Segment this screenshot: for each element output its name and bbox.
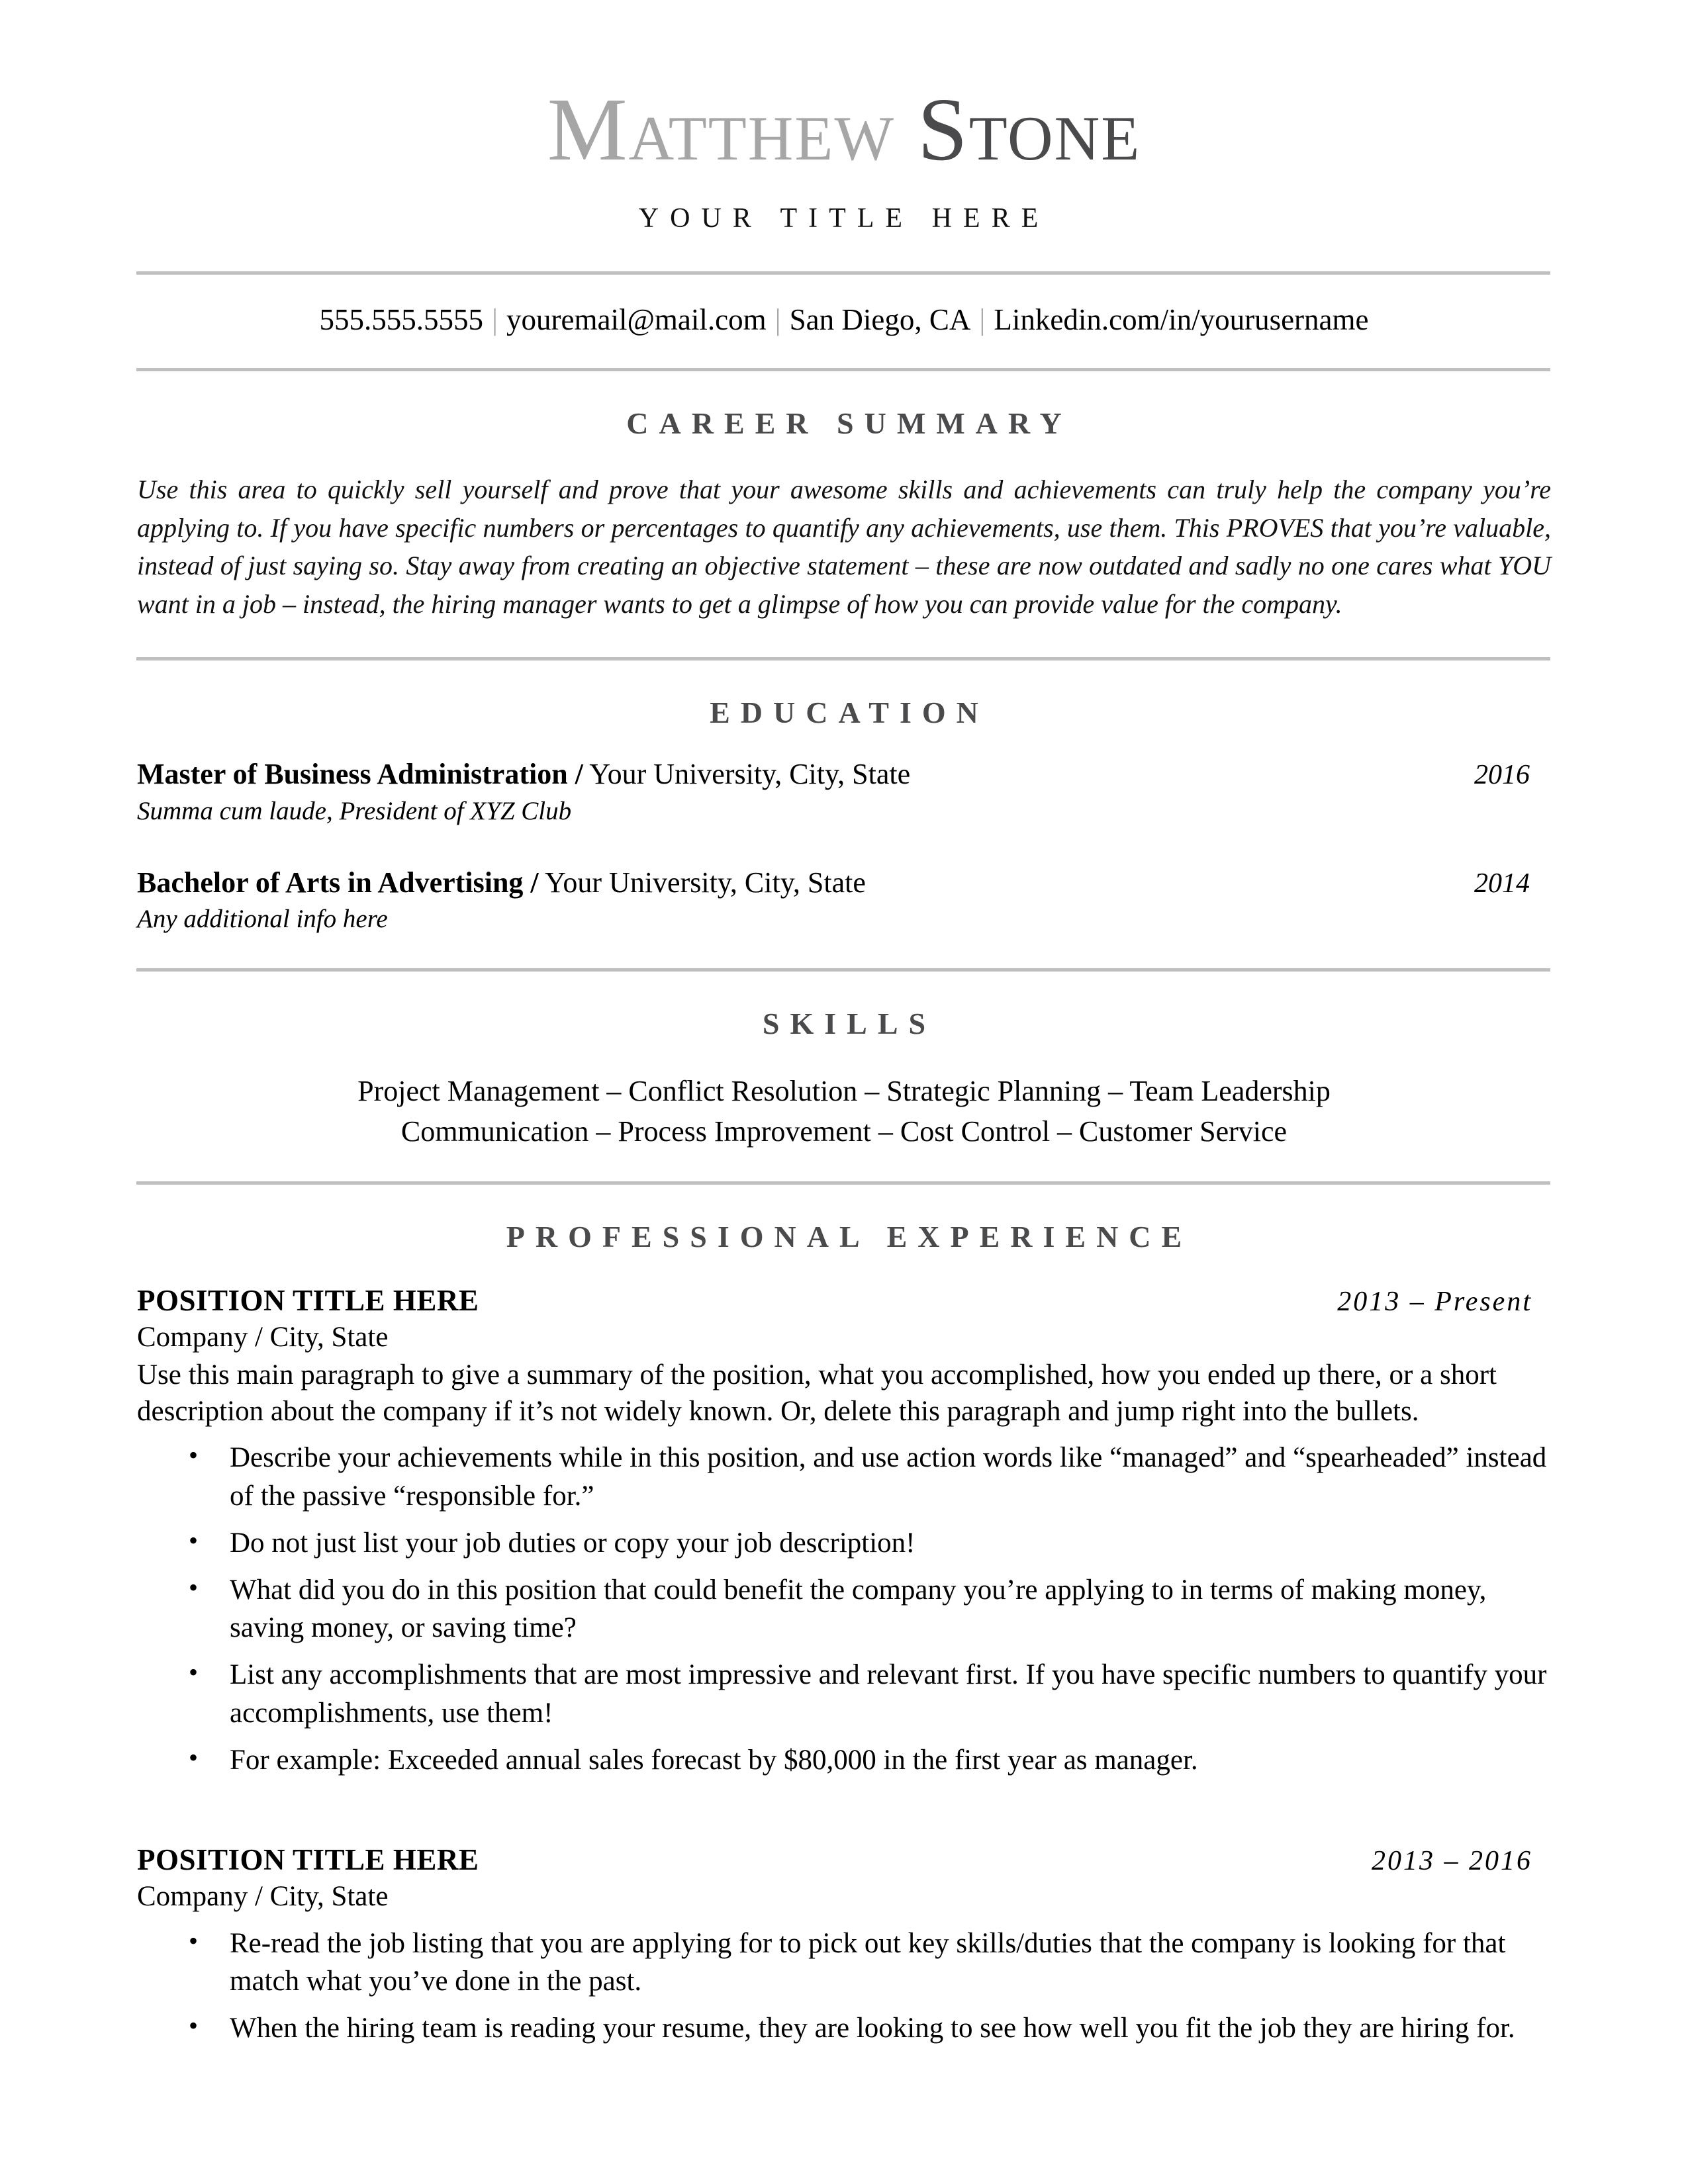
experience-entry-header [137,1283,1551,1318]
experience-bullet-list [137,1925,1551,2048]
education-entry-row [137,865,1551,901]
resume-header [137,0,1551,234]
experience-bullet: • Do not just list your job duties or copy your job description! [137,1524,1551,1562]
education-entry-main [137,865,866,901]
experience-company: Company / City, State [137,1321,389,1353]
experience-bullet: • What did you do in this position that could benefit the company you’re applying to in terms of making money, saving money, or saving time? [137,1571,1551,1647]
contact-line [137,275,1551,337]
experience-bullet: • List any accomplishments that are most impressive and relevant first. If you have specific numbers to quantify your accomplishments, use them! [137,1656,1551,1731]
section-heading-skills: SKILLS [762,1007,937,1041]
candidate-name [137,80,1551,179]
experience-bullet: • Re-read the job listing that you are applying for to pick out key skills/duties that the company is looking for that match what you’ve done in the past. [137,1925,1551,2000]
experience-entry [137,1843,1551,2047]
education-year: 2016 [1474,760,1530,791]
experience-bullet-list [137,1439,1551,1779]
education-degree: Master of Business Administration / [137,758,583,791]
section-heading-experience: PROFESSIONAL EXPERIENCE [506,1219,1193,1253]
education-entry [137,756,1551,828]
experience-dates: 2013 – 2016 [1372,1845,1532,1876]
contact-separator-2: | [774,303,781,336]
experience-description: Use this main paragraph to give a summary of the position, what you accomplished, how you ended up there, or a short description about the company if it’s not widely known. Or, delete this paragraph and jump right into the bullets. [137,1359,1497,1428]
experience-position-title: POSITION TITLE HERE [137,1283,479,1317]
candidate-job-title: YOUR TITLE HERE [638,203,1050,234]
education-detail: Summa cum laude, President of XYZ Club [137,797,572,826]
experience-bullet: • When the hiring team is reading your resume, they are looking to see how well you fit the job they are hiring for. [137,2009,1551,2047]
education-entry-main [137,756,910,792]
divider-above-skills [136,968,1550,972]
experience-dates: 2013 – Present [1337,1286,1532,1317]
education-school: Your University, City, State [545,866,866,899]
candidate-last-name: Stone [917,80,1141,179]
education-entry [137,865,1551,936]
education-school: Your University, City, State [589,758,911,791]
education-detail: Any additional info here [137,905,388,934]
skills-line: Communication – Process Improvement – Cost Control – Customer Service [400,1115,1288,1148]
contact-phone[interactable]: 555.555.5555 [319,303,483,336]
career-summary-text: Use this area to quickly sell yourself and prove that your awesome skills and achievements can truly help the company you’re applying to. If you have specific numbers or percentages to quantify any achievements, use them. This PROVES that you’re valuable, instead of just saying so. Stay away from creating an objective statement – these are now outdated and sadly no one cares what YOU want in a job – instead, the hiring manager wants to get a glimpse of how you can provide value for the company. [137,475,1551,619]
experience-entry-header [137,1843,1551,1877]
experience-bullet: • For example: Exceeded annual sales forecast by $80,000 in the first year as manager. [137,1741,1551,1779]
experience-bullet: • Describe your achievements while in this position, and use action words like “managed” and “spearheaded” instead of the passive “responsible for.” [137,1439,1551,1514]
divider-above-education [136,657,1550,660]
experience-position-title: POSITION TITLE HERE [137,1843,479,1876]
divider-above-experience [136,1181,1550,1185]
experience-company: Company / City, State [137,1880,389,1912]
contact-separator-3: | [979,303,986,336]
experience-entry [137,1283,1551,1779]
skills-list [137,1071,1551,1152]
education-year: 2014 [1474,868,1530,899]
contact-separator-1: | [492,303,498,336]
education-degree: Bachelor of Arts in Advertising / [137,866,539,899]
contact-location: San Diego, CA [789,303,971,336]
contact-email[interactable]: youremail@mail.com [506,303,767,336]
section-heading-career-summary: CAREER SUMMARY [626,406,1072,440]
contact-linkedin[interactable]: Linkedin.com/in/yourusername [994,303,1369,336]
divider-below-contact [136,368,1550,371]
skills-line: Project Management – Conflict Resolution – Strategic Planning – Team Leadership [357,1075,1331,1108]
section-heading-education: EDUCATION [710,696,989,730]
candidate-first-name: Matthew [547,80,896,179]
education-entry-row [137,756,1551,792]
